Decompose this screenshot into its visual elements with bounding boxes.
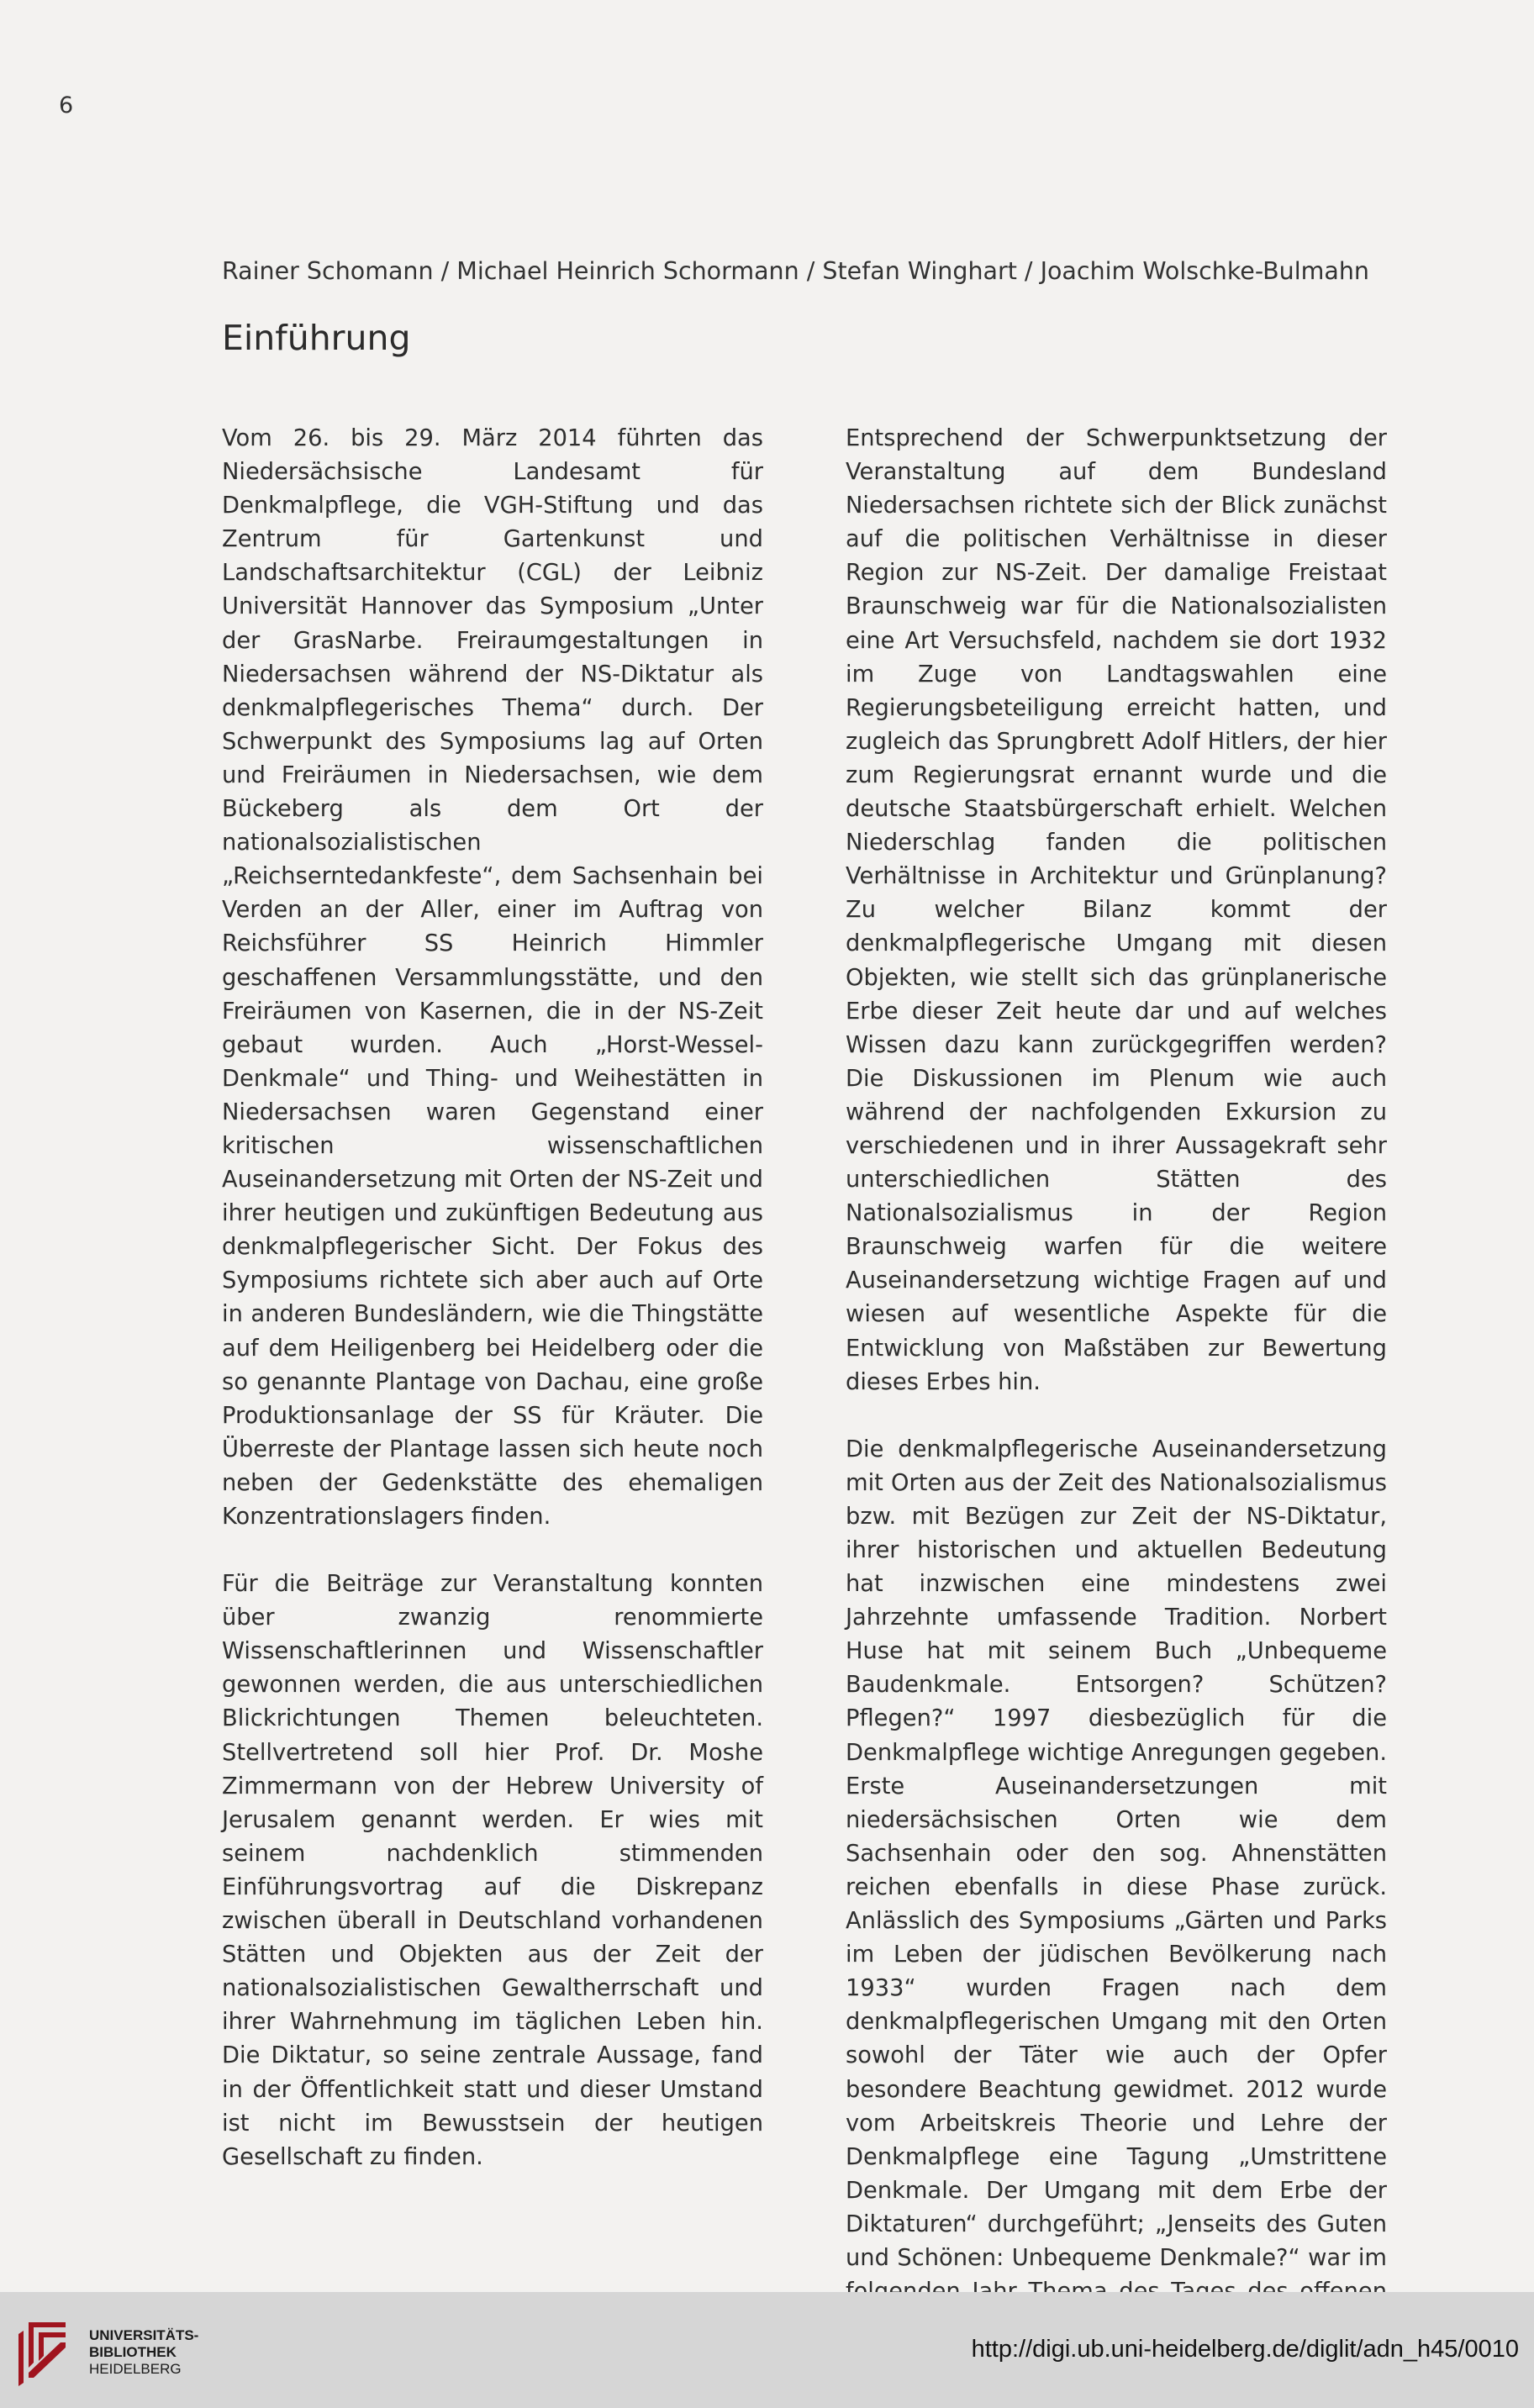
paragraph: Entsprechend der Schwerpunktsetzung der Veranstaltung auf dem Bundesland Niedersachsen richtete sich der Blick zunächst auf die politischen Verhältnisse in dieser Region zur NS-Zeit. Der damalige Freistaat Braunschweig war für die Nationalsozialisten eine Art Versuchsfeld, nachdem sie dort 1932 im Zuge von Landtagswahlen eine Regierungsbeteiligung erreicht hatten, und zugleich das Sprungbrett Adolf Hitlers, der hier zum Regierungsrat ernannt wurde und die deutsche Staatsbürgerschaft erhielt. Welchen Niederschlag fanden die politischen Verhältnisse in Architektur und Grünplanung? Zu welcher Bilanz kommt der denkmalpflegerische Umgang mit diesen Objekten, wie stellt sich das grünplanerische Erbe dieser Zeit heute dar und auf welches Wissen dazu kann zurückgegriffen werden? Die Diskussionen im Plenum wie auch während der nachfolgenden Exkursion zu verschiedenen und in ihrer Aussagekraft sehr unterschiedlichen Stätten des Nationalsozialismus in der Region Braunschweig warfen für die weitere Auseinandersetzung wichtige Fragen auf und wiesen auf wesentliche Aspekte für die Entwicklung von Maßstäben zur Bewertung dieses Erbes hin. — [846, 425, 1387, 1395]
ub-heidelberg-logo-icon — [17, 2319, 77, 2388]
source-url-link[interactable]: http://digi.ub.uni-heidelberg.de/diglit/adn_h45/0010 — [971, 2336, 1519, 2363]
paragraph: Vom 26. bis 29. März 2014 führten das Niedersächsische Landesamt für Denkmalpflege, die VGH-Stiftung und das Zentrum für Gartenkunst und Landschaftsarchitektur (CGL) der Leibniz Universität Hannover das Symposium „Unter der GrasNarbe. Freiraumgestaltungen in Niedersachsen während der NS-Diktatur als denkmalpflegerisches Thema“ durch. Der Schwerpunkt des Symposiums lag auf Orten und Freiräumen in Niedersachsen, wie dem Bückeberg als dem Ort der nationalsozialistischen „Reichserntedankfeste“, dem Sachsenhain bei Verden an der Aller, einer im Auftrag von Reichsführer SS Heinrich Himmler geschaffenen Versammlungsstätte, und den Freiräumen von Kasernen, die in der NS-Zeit gebaut wurden. Auch „Horst-Wessel-Denkmale“ und Thing- und Weihestätten in Niedersachsen waren Gegenstand einer kritischen wissenschaftlichen Auseinandersetzung mit Orten der NS-Zeit und ihrer heutigen und zukünftigen Bedeutung aus denkmalpflegerischer Sicht. Der Fokus des Symposiums richtete sich aber auch auf Orte in anderen Bundesländern, wie die Thingstätte auf dem Heiligenberg bei Heidelberg oder die so genannte Plantage von Dachau, eine große Produktionsanlage der SS für Kräuter. Die Überreste der Plantage lassen sich heute noch neben der Gedenkstätte des ehemaligen Konzentrationslagers finden. — [222, 425, 763, 1530]
paragraph: Die denkmalpflegerische Auseinandersetzung mit Orten aus der Zeit des Nationalsozialismus bzw. mit Bezügen zur Zeit der NS-Diktatur, ihrer historischen und aktuellen Bedeutung hat inzwischen eine mindestens zwei Jahrzehnte umfassende Tradition. Norbert Huse hat mit seinem Buch „Unbequeme Baudenkmale. Entsorgen? Schützen? Pflegen?“ 1997 diesbezüglich für die Denkmalpflege wichtige Anregungen gegeben. Erste Auseinandersetzungen mit niedersächsischen Orten wie dem Sachsenhain oder den sog. Ahnenstätten reichen ebenfalls in diese Phase zurück. Anlässlich des Symposiums „Gärten und Parks im Leben der jüdischen Bevölkerung nach 1933“ wurden Fragen nach dem denkmalpflegerischen Umgang mit den Orten sowohl der Täter wie auch der Opfer besondere Beachtung gewidmet. 2012 wurde vom Arbeitskreis Theorie und Lehre der Denkmalpflege eine Tagung „Umstrittene Denkmale. Der Umgang mit dem Erbe der Diktaturen“ durchgeführt; „Jenseits des Guten und Schönen: Unbequeme Denkmale?“ war im — [846, 1436, 1387, 2271]
left-column — [222, 422, 763, 2174]
authors-line: Rainer Schomann / Michael Heinrich Schormann / Stefan Winghart / Joachim Wolschke-Bulmahn — [222, 257, 1369, 285]
library-name — [89, 2327, 198, 2378]
digitization-footer — [0, 2292, 1534, 2408]
library-name-line: BIBLIOTHEK — [89, 2344, 177, 2360]
chapter-title: Einführung — [222, 318, 411, 358]
library-name-line: HEIDELBERG — [89, 2361, 182, 2377]
page-number: 6 — [59, 92, 74, 119]
library-name-line: UNIVERSITÄTS- — [89, 2327, 199, 2343]
paragraph: Für die Beiträge zur Veranstaltung konnten über zwanzig renommierte Wissenschaftlerinnen und Wissenschaftler gewonnen werden, die aus unterschiedlichen Blickrichtungen Themen beleuchteten. Stellvertretend soll hier Prof. Dr. Moshe Zimmermann von der Hebrew University of Jerusalem genannt werden. Er wies mit seinem nachdenklich stimmenden Einführungsvortrag auf die Diskrepanz zwischen überall in Deutschland vorhandenen Stätten und Objekten aus der Zeit der nationalsozialistischen Gewaltherrschaft und ihrer Wahrnehmung im täglichen Leben hin. Die Diktatur, so seine zentrale Aussage, fand in der Öffentlichkeit statt und dieser Umstand ist nicht im Bewusstsein der heutigen Gesellschaft zu finden. — [222, 1571, 763, 2170]
right-column — [846, 422, 1387, 2342]
